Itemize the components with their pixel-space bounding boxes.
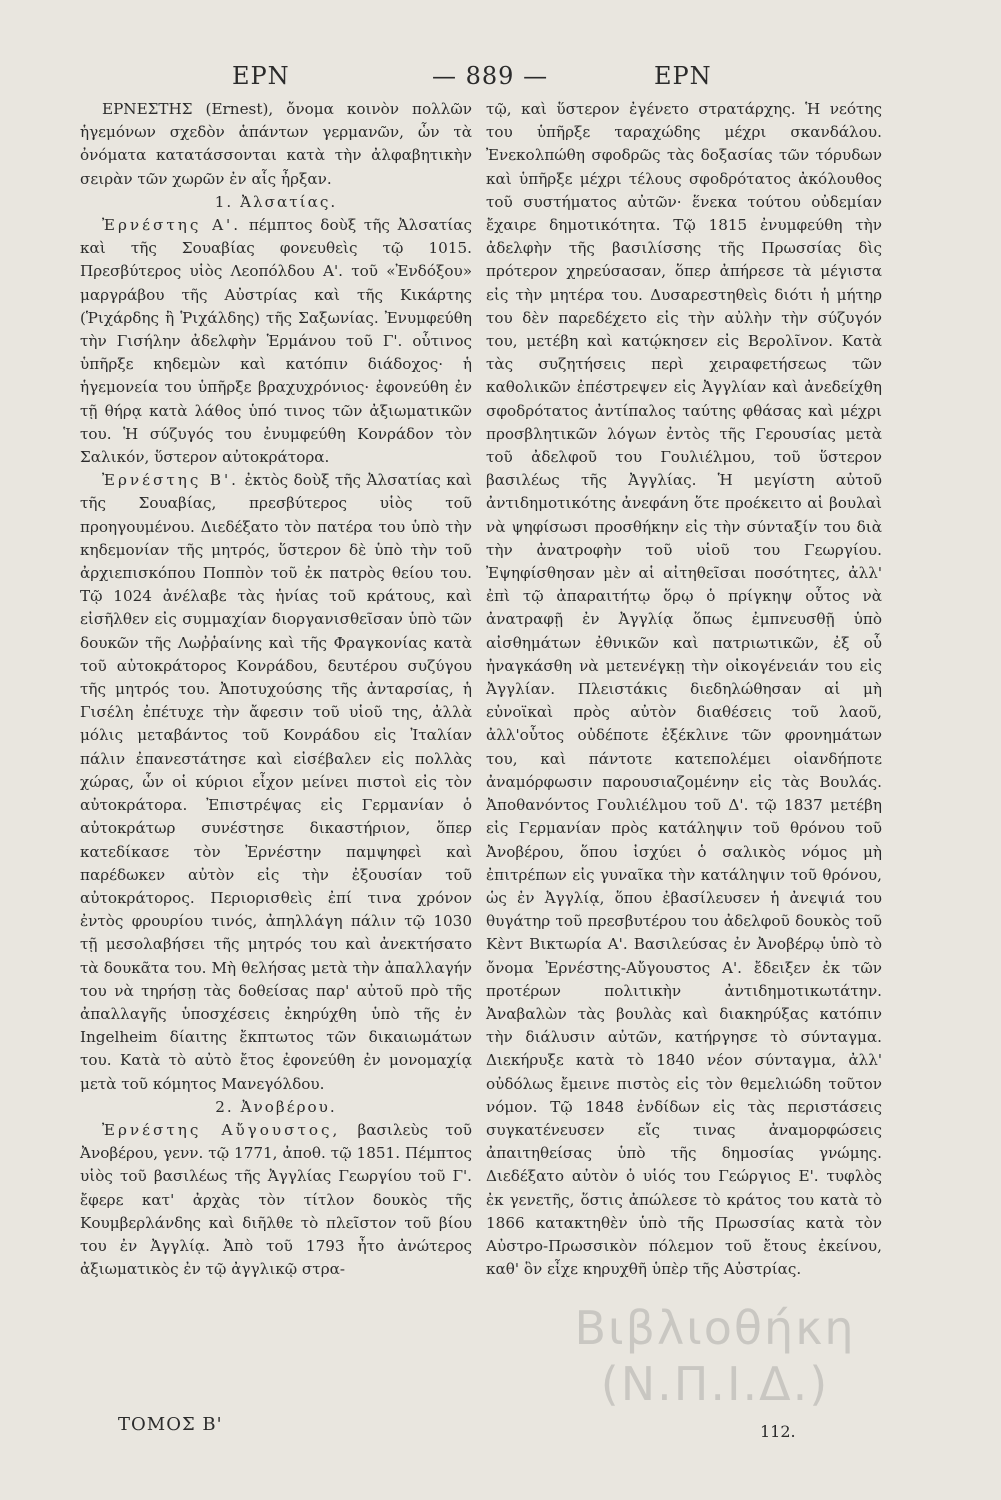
library-watermark (480, 1300, 950, 1412)
entry-ernest-b (80, 469, 472, 1095)
section-heading-hanover: 2. Ἀνοβέρου. (215, 1097, 337, 1116)
page-number: — 889 — (432, 62, 549, 90)
entry-text-ernest-a: πέμπτος δοὺξ τῆς Ἀλσατίας καὶ τῆς Σουαβίας φονευθεὶς τῷ 1015. Πρεσβύτερος υἱὸς Λεοπόλδου Α'. τοῦ «Ἐνδόξου» μαργράβου τῆς Αὐστρίας καὶ τῆς Κικάρτης (Ῥιχάρδης ἢ Ῥιχάλδης) τῆς Σαξωνίας. Ἐνυμφεύθη τὴν Γισήλην ἀδελφὴν Ἑρμάνου τοῦ Γ'. οὗτινος ὑπῆρξε κηδεμὼν καὶ κατόπιν διάδοχος· ἡ ἡγεμονεία του ὑπῆρξε βραχυχρόνιος· ἐφονεύθη ἐν τῇ θήρᾳ κατὰ λάθος ὑπό τινος τῶν ἀξιωματικῶν του. Ἡ σύζυγός του ἐνυμφεύθη Κονράδον τὸν Σαλικόν, ὕστερον αὐτοκράτορα. (80, 216, 472, 467)
printer-signature: 112. (760, 1422, 796, 1441)
entry-name-ernest-b: Ἐρνέστης Β'. (102, 471, 239, 490)
watermark-line-1: Βιβλιοθήκη (574, 1301, 856, 1355)
left-column (80, 98, 472, 1281)
entry-ernest-augustus (80, 1119, 472, 1281)
header-left-keyword: ΕΡΝ (232, 62, 290, 90)
entry-name-ernest-augustus: Ἐρνέστης Αὔγουστος, (102, 1120, 341, 1139)
entry-continuation: τῷ, καὶ ὕστερον ἐγένετο στρατάρχης. Ἡ νεότης του ὑπῆρξε ταραχώδης μέχρι σκανδάλου. Ἐνεκολπώθη σφοδρῶς τὰς δοξασίας τῶν τόρυδων καὶ ὑπῆρξε μέχρι τέλους σφοδρότατος ἀκόλουθος τοῦ συστήματος αὐτῶν· ἕνεκα τούτου οὐδεμίαν ἔχαιρε δημοτικότητα. Τῷ 1815 ἐνυμφεύθη τὴν ἀδελφὴν τῆς βασιλίσσης τῆς Πρωσσίας δὶς πρότερον χηρεύσασαν, ὅπερ ἀπήρεσε τὰ μέγιστα εἰς τὴν μητέρα του. Δυσαρεστηθεὶς διότι ἡ μήτηρ του δὲν παρεδέχετο εἰς τὴν αὐλὴν τὴν σύζυγόν του, μετέβη καὶ κατῴκησεν εἰς Βερολῖνον. Κατὰ τὰς συζητήσεις περὶ χειραφετήσεως τῶν καθολικῶν ἐπέστρεψεν εἰς Ἀγγλίαν καὶ ἀνεδείχθη σφοδρότατος ἀντίπαλος ταύτης φθάσας καὶ μέχρι προσβλητικῶν λόγων ἐντὸς τῆς Γερουσίας μετὰ τοῦ ἀδελφοῦ του Γουλιέλμου, τοῦ ὕστερον βασιλέως τῆς Ἀγγλίας. Ἡ μεγίστη αὐτοῦ ἀντιδημοτικότης ἀνεφάνη ὅτε προέκειτο αἱ βουλαὶ νὰ ψηφίσωσι προσθήκην εἰς τὴν σύνταξίν του διὰ τὴν ἀνατροφὴν τοῦ υἱοῦ του Γεωργίου. Ἐψηφίσθησαν μὲν αἱ αἰτηθεῖσαι ποσότητες, ἀλλ' ἐπὶ τῷ ἀπαραιτήτῳ ὅρῳ ὁ πρίγκηψ οὗτος νὰ ἀνατραφῇ ἐν Ἀγγλίᾳ ὅπως ἐμπνευσθῇ ὑπὸ αἰσθημάτων ἐθνικῶν καὶ πατριωτικῶν, ἐξ οὗ ἠναγκάσθη νὰ μετενέγκῃ τὴν οἰκογένειάν του εἰς Ἀγγλίαν. Πλειστάκις διεδηλώθησαν αἱ μὴ εὐνοϊκαὶ πρὸς αὐτὸν διαθέσεις τοῦ λαοῦ, ἀλλ'οὗτος οὐδέποτε ἐξέκλινε τῶν φρονημάτων του, καὶ πάντοτε κατεπολέμει οἱανδήποτε ἀναμόρφωσιν παρουσιαζομένην εἰς τὰς Βουλάς. Ἀποθανόντος Γουλιέλμου τοῦ Δ'. τῷ 1837 μετέβη εἰς Γερμανίαν πρὸς κατάληψιν τοῦ θρόνου τοῦ Ἀνοβέρου, ὅπου ἰσχύει ὁ σαλικὸς νόμος μὴ ἐπιτρέπων εἰς γυναῖκα τὴν κατάληψιν τοῦ θρόνου, ὡς ἐν Ἀγγλίᾳ, ὅπου ἐβασίλευσεν ἡ ἀνεψιά του θυγάτηρ τοῦ πρεσβυτέρου του ἀδελφοῦ δουκὸς τοῦ Κὲντ Βικτωρία Α'. Βασιλεύσας ἐν Ἀνοβέρῳ ὑπὸ τὸ ὄνομα Ἐρνέστης-Αὔγουστος Α'. ἔδειξεν ἐκ τῶν προτέρων πολιτικὴν ἀντιδημοτικωτάτην. Ἀναβαλὼν τὰς βουλὰς καὶ διακηρύξας κατόπιν τὴν διάλυσιν αὐτῶν, κατήργησε τὸ σύνταγμα. Διεκήρυξε κατὰ τὸ 1840 νέον σύνταγμα, ἀλλ' οὐδόλως ἔμεινε πιστὸς εἰς τὸν θεμελιώδη τοῦτον νόμον. Τῷ 1848 ἐνδίδων εἰς τὰς περιστάσεις συγκατένευσεν εἴς τινας ἀναμορφώσεις ἀπαιτηθείσας ὑπὸ τῆς δημοσίας γνώμης. Διεδέξατο αὐτὸν ὁ υἱός του Γεώργιος Ε'. τυφλὸς ἐκ γενετῆς, ὅστις ἀπώλεσε τὸ κράτος του κατὰ τὸ 1866 κατακτηθὲν ὑπὸ τῆς Πρωσσίας κατὰ τὸν Αὐστρο-Πρωσσικὸν πόλεμον τοῦ ἔτους ἐκείνου, καθ' ὃν εἶχε κηρυχθῆ ὑπὲρ τῆς Αὐστρίας. (486, 100, 882, 1279)
volume-label: ΤΟΜΟΣ Β' (118, 1414, 223, 1435)
page-header (0, 62, 1001, 96)
entry-intro: ΕΡΝΕΣΤΗΣ (Ernest), ὄνομα κοινὸν πολλῶν ἡγεμόνων σχεδὸν ἁπάντων γερμανῶν, ὧν τὰ ὀνόματα κατατάσσονται κατὰ τὴν ἀλφαβητικὴν σειρὰν τῶν χωρῶν ἐν αἷς ἦρξαν. (80, 100, 472, 188)
right-column (486, 98, 882, 1281)
header-right-keyword: ΕΡΝ (654, 62, 712, 90)
entry-text-ernest-augustus: βασιλεὺς τοῦ Ἀνοβέρου, γενν. τῷ 1771, ἀποθ. τῷ 1851. Πέμπτος υἱὸς τοῦ βασιλέως τῆς Ἀγγλίας Γεωργίου τοῦ Γ'. ἔφερε κατ' ἀρχὰς τὸν τίτλον δουκὸς τῆς Κουμβερλάνδης καὶ διῆλθε τὸ πλεῖστον τοῦ βίου του ἐν Ἀγγλίᾳ. Ἀπὸ τοῦ 1793 ἦτο ἀνώτερος ἀξιωματικὸς ἐν τῷ ἀγγλικῷ στρα- (80, 1120, 473, 1279)
section-heading-alsace: 1. Ἀλσατίας. (214, 192, 338, 211)
watermark-line-2: (Ν.Π.Ι.Δ.) (600, 1357, 830, 1411)
entry-ernest-a (80, 214, 472, 469)
entry-text-ernest-b: ἐκτὸς δοὺξ τῆς Ἀλσατίας καὶ τῆς Σουαβίας, πρεσβύτερος υἱὸς τοῦ προηγουμένου. Διεδέξατο τὸν πατέρα του ὑπὸ τὴν κηδεμονίαν τῆς μητρός, ὕστερον δὲ ὑπὸ τὴν τοῦ ἀρχιεπισκόπου Ποππὸν τοῦ ἐκ πατρὸς θείου του. Τῷ 1024 ἀνέλαβε τὰς ἡνίας τοῦ κράτους, καὶ εἰσῆλθεν εἰς συμμαχίαν διοργανισθεῖσαν ὑπὸ τῶν δουκῶν τῆς Λωῤῥαίνης καὶ τῆς Φραγκονίας κατὰ τοῦ αὐτοκράτορος Κονράδου, δευτέρου συζύγου τῆς μητρός του. Ἀποτυχούσης τῆς ἀνταρσίας, ἡ Γισέλη ἐπέτυχε τὴν ἄφεσιν τοῦ υἱοῦ της, ἀλλὰ μόλις μεταβάντος τοῦ Κονράδου εἰς Ἰταλίαν πάλιν ἐπανεστάτησε καὶ εἰσέβαλεν εἰς πολλὰς χώρας, ὧν οἱ κύριοι εἶχον μείνει πιστοὶ εἰς τὸν αὐτοκράτορα. Ἐπιστρέψας εἰς Γερμανίαν ὁ αὐτοκράτωρ συνέστησε δικαστήριον, ὅπερ κατεδίκασε τὸν Ἐρνέστην παμψηφεὶ καὶ παρέδωκεν αὐτὸν εἰς τὴν ἐξουσίαν τοῦ αὐτοκράτορος. Περιορισθεὶς ἐπί τινα χρόνον ἐντὸς φρουρίου τινός, ἀπηλλάγη πάλιν τῷ 1030 τῇ μεσολαβήσει τῆς μητρός του καὶ ἀνεκτήσατο τὰ δουκᾶτα του. Μὴ θελήσας μετὰ τὴν ἀπαλλαγήν του νὰ τηρήσῃ τὰς δοθείσας παρ' αὐτοῦ πρὸ τῆς ἀπαλλαγῆς ὑποσχέσεις ἐκηρύχθη ὑπὸ τῆς ἐν Ingelheim δίαιτης ἔκπτωτος τῶν δικαιωμάτων του. Κατὰ τὸ αὐτὸ ἔτος ἐφονεύθη ἐν μονομαχίᾳ μετὰ τοῦ κόμητος Μανεγόλδου. (80, 471, 473, 1093)
entry-name-ernest-a: Ἐρνέστης Α'. (102, 216, 242, 235)
